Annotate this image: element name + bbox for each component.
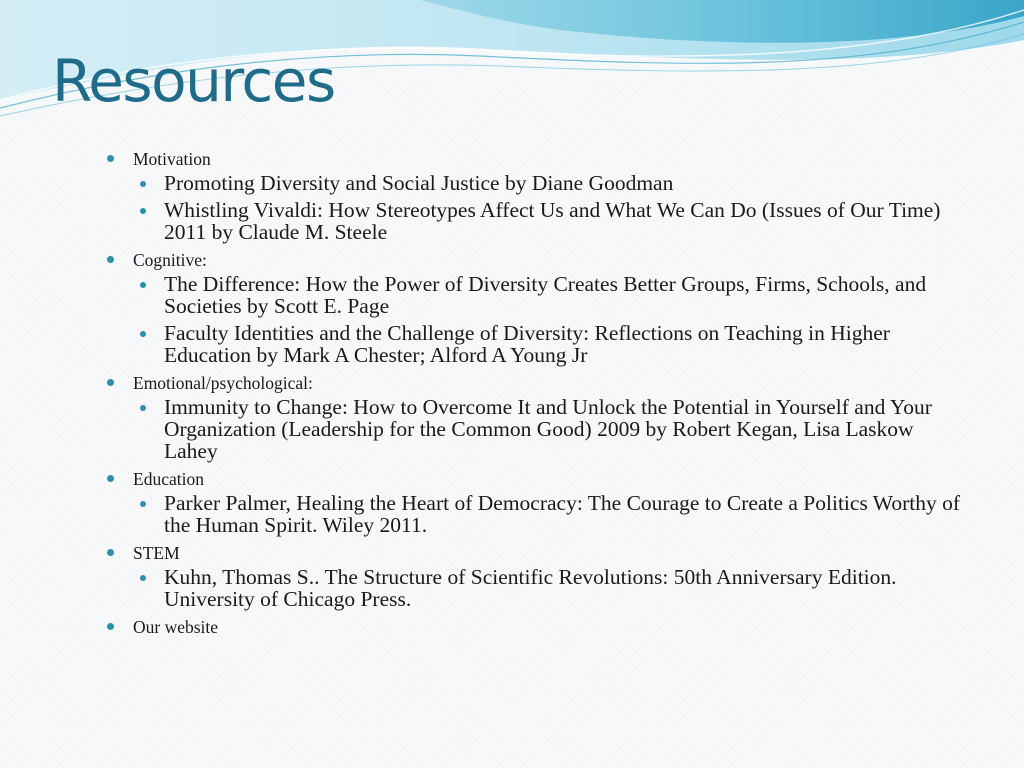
section-motivation (104, 147, 964, 243)
resource-text: The Difference: How the Power of Diversity Creates Better Groups, Firms, Schools, and Societies by Scott E. Page (164, 272, 927, 318)
resource-list (104, 147, 964, 638)
section-cognitive (104, 248, 964, 366)
list-item (133, 273, 964, 317)
section-label: STEM (133, 541, 964, 564)
list-item (133, 172, 964, 194)
resource-text: Faculty Identities and the Challenge of Diversity: Reflections on Teaching in Higher Education by Mark A Chester; Alford A Young Jr (164, 321, 890, 367)
list-item (133, 199, 964, 243)
list-item (133, 322, 964, 366)
section-label: Emotional/psychological: (133, 371, 964, 394)
section-label: Our website (133, 615, 964, 638)
resource-text: Kuhn, Thomas S.. The Structure of Scientific Revolutions: 50th Anniversary Edition. University of Chicago Press. (164, 565, 897, 611)
section-stem (104, 541, 964, 610)
resource-text: Immunity to Change: How to Overcome It and Unlock the Potential in Yourself and Your Organization (Leadership for the Common Good) 2009 by Robert Kegan, Lisa Laskow Lahey (164, 395, 932, 463)
section-label: Cognitive: (133, 248, 964, 271)
section-our-website (104, 615, 964, 638)
resource-text: Promoting Diversity and Social Justice by Diane Goodman (164, 171, 674, 195)
section-education (104, 467, 964, 536)
slide-title: Resources (52, 47, 335, 115)
section-emotional-psychological (104, 371, 964, 462)
resource-text: Whistling Vivaldi: How Stereotypes Affect Us and What We Can Do (Issues of Our Time) 2011 by Claude M. Steele (164, 198, 941, 244)
list-item (133, 396, 964, 462)
section-label: Education (133, 467, 964, 490)
section-label: Motivation (133, 147, 964, 170)
resource-text: Parker Palmer, Healing the Heart of Democracy: The Courage to Create a Politics Worthy of the Human Spirit. Wiley 2011. (164, 491, 961, 537)
list-item (133, 566, 964, 610)
list-item (133, 492, 964, 536)
